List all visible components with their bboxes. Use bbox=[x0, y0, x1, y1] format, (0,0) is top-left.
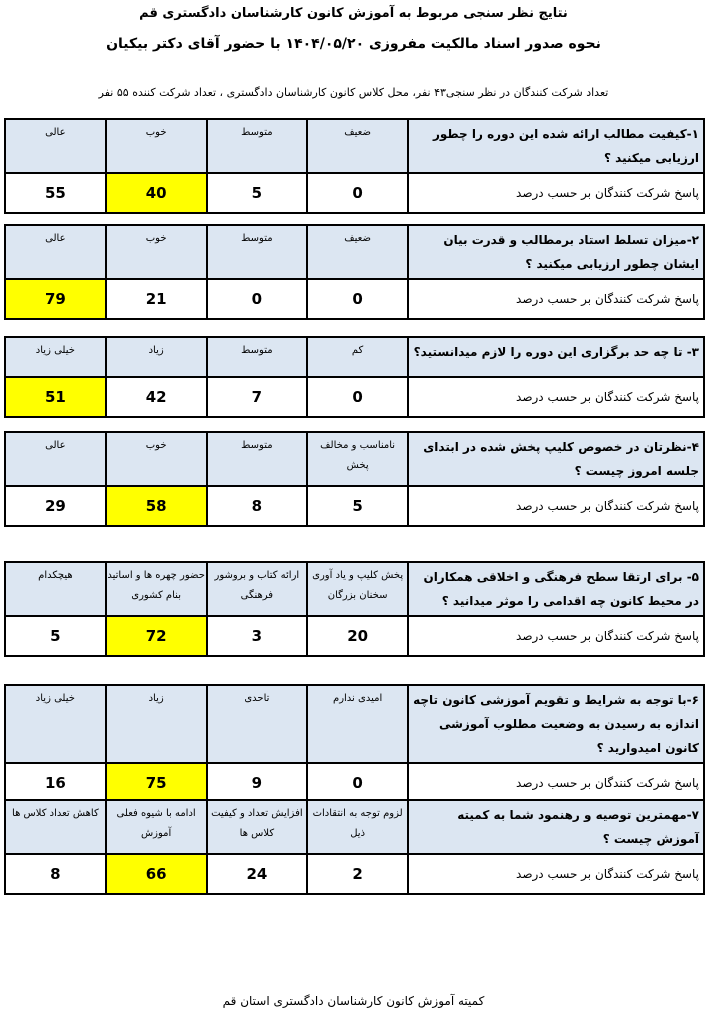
session-title: نحوه صدور اسناد مالکیت مفروزی ۱۴۰۴/۰۵/۲۰ با حضور آقای دکتر بیکیان bbox=[106, 36, 601, 52]
option-header: هیچکدام bbox=[5, 562, 106, 616]
option-header: کم bbox=[307, 337, 408, 377]
option-header: متوسط bbox=[207, 432, 308, 486]
answer-value: 21 bbox=[106, 279, 207, 319]
question-table bbox=[4, 336, 705, 418]
answer-value: 8 bbox=[5, 854, 106, 894]
footer-committee: کمیته آموزش کانون کارشناسان دادگستری استان قم bbox=[222, 994, 485, 1008]
answer-value: 7 bbox=[207, 377, 308, 417]
question-text: ۵- برای ارتقا سطح فرهنگی و اخلاقی همکاران در محیط کانون چه اقدامی را موثر میدانید ؟ bbox=[408, 562, 704, 616]
option-header: متوسط bbox=[207, 337, 308, 377]
answer-value: 5 bbox=[307, 486, 408, 526]
question-table bbox=[4, 224, 705, 320]
answer-value: 29 bbox=[5, 486, 106, 526]
option-header: خوب bbox=[106, 432, 207, 486]
question-table bbox=[4, 799, 705, 895]
answer-value: 9 bbox=[207, 763, 308, 803]
answer-value: 5 bbox=[207, 173, 308, 213]
question-table bbox=[4, 684, 705, 804]
answer-label: پاسخ شرکت کنندگان بر حسب درصد bbox=[408, 854, 704, 894]
answer-value: 16 bbox=[5, 763, 106, 803]
option-header: امیدی ندارم bbox=[307, 685, 408, 763]
answer-value: 0 bbox=[307, 377, 408, 417]
question-table bbox=[4, 118, 705, 214]
option-header: متوسط bbox=[207, 225, 308, 279]
option-header: خیلی زیاد bbox=[5, 337, 106, 377]
option-header: پخش کلیپ و یاد آوری سخنان بزرگان bbox=[307, 562, 408, 616]
option-header: لزوم توجه به انتقادات ذیل bbox=[307, 800, 408, 854]
answer-label: پاسخ شرکت کنندگان بر حسب درصد bbox=[408, 377, 704, 417]
answer-value: 0 bbox=[207, 279, 308, 319]
option-header: عالی bbox=[5, 432, 106, 486]
option-header: زیاد bbox=[106, 685, 207, 763]
question-text: ۷-مهمترین توصیه و رهنمود شما به کمیته آموزش چیست ؟ bbox=[408, 800, 704, 854]
answer-value: 66 bbox=[106, 854, 207, 894]
option-header: کاهش تعداد کلاس ها bbox=[5, 800, 106, 854]
answer-label: پاسخ شرکت کنندگان بر حسب درصد bbox=[408, 173, 704, 213]
answer-value: 20 bbox=[307, 616, 408, 656]
answer-value: 75 bbox=[106, 763, 207, 803]
option-header: ارائه کتاب و بروشور فرهنگی bbox=[207, 562, 308, 616]
option-header: نامناسب و مخالف پخش bbox=[307, 432, 408, 486]
answer-label: پاسخ شرکت کنندگان بر حسب درصد bbox=[408, 616, 704, 656]
option-header: عالی bbox=[5, 225, 106, 279]
question-table bbox=[4, 431, 705, 527]
option-header: تاحدی bbox=[207, 685, 308, 763]
answer-value: 5 bbox=[5, 616, 106, 656]
answer-value: 42 bbox=[106, 377, 207, 417]
answer-label: پاسخ شرکت کنندگان بر حسب درصد bbox=[408, 486, 704, 526]
option-header: حضور چهره ها و اساتید بنام کشوری bbox=[106, 562, 207, 616]
option-header: ضعیف bbox=[307, 119, 408, 173]
question-text: ۶-با توجه به شرایط و تقویم آموزشی کانون تاچه اندازه به رسیدن به وضعیت مطلوب آموزشی کانون امیدوارید ؟ bbox=[408, 685, 704, 763]
option-header: خوب bbox=[106, 225, 207, 279]
answer-value: 0 bbox=[307, 173, 408, 213]
answer-value: 0 bbox=[307, 763, 408, 803]
answer-value: 0 bbox=[307, 279, 408, 319]
answer-value: 3 bbox=[207, 616, 308, 656]
question-text: ۱-کیفیت مطالب ارائه شده این دوره را چطور ارزیابی میکنید ؟ bbox=[408, 119, 704, 173]
answer-value: 55 bbox=[5, 173, 106, 213]
question-table bbox=[4, 561, 705, 657]
answer-label: پاسخ شرکت کنندگان بر حسب درصد bbox=[408, 279, 704, 319]
answer-value: 40 bbox=[106, 173, 207, 213]
option-header: عالی bbox=[5, 119, 106, 173]
option-header: افزایش تعداد و کیفیت کلاس ها bbox=[207, 800, 308, 854]
question-text: ۲-میزان تسلط استاد برمطالب و قدرت بیان ایشان چطور ارزیابی میکنید ؟ bbox=[408, 225, 704, 279]
question-text: ۳- تا چه حد برگزاری این دوره را لازم میدانستید؟ bbox=[408, 337, 704, 377]
option-header: متوسط bbox=[207, 119, 308, 173]
question-text: ۴-نظرتان در خصوص کلیپ پخش شده در ابتدای جلسه امروز چیست ؟ bbox=[408, 432, 704, 486]
option-header: ضعیف bbox=[307, 225, 408, 279]
report-title: نتایج نظر سنجی مربوط به آموزش کانون کارشناسان دادگستری قم bbox=[139, 6, 568, 21]
option-header: زیاد bbox=[106, 337, 207, 377]
answer-value: 58 bbox=[106, 486, 207, 526]
answer-value: 51 bbox=[5, 377, 106, 417]
answer-value: 79 bbox=[5, 279, 106, 319]
answer-value: 2 bbox=[307, 854, 408, 894]
option-header: خیلی زیاد bbox=[5, 685, 106, 763]
answer-value: 8 bbox=[207, 486, 308, 526]
option-header: ادامه با شیوه فعلی آموزش bbox=[106, 800, 207, 854]
answer-label: پاسخ شرکت کنندگان بر حسب درصد bbox=[408, 763, 704, 803]
option-header: خوب bbox=[106, 119, 207, 173]
answer-value: 24 bbox=[207, 854, 308, 894]
answer-value: 72 bbox=[106, 616, 207, 656]
participants-info: تعداد شرکت کنندگان در نظر سنجی۴۳ نفر، محل کلاس کانون کارشناسان دادگستری ، تعداد شرکت کننده ۵۵ نفر bbox=[98, 86, 609, 99]
